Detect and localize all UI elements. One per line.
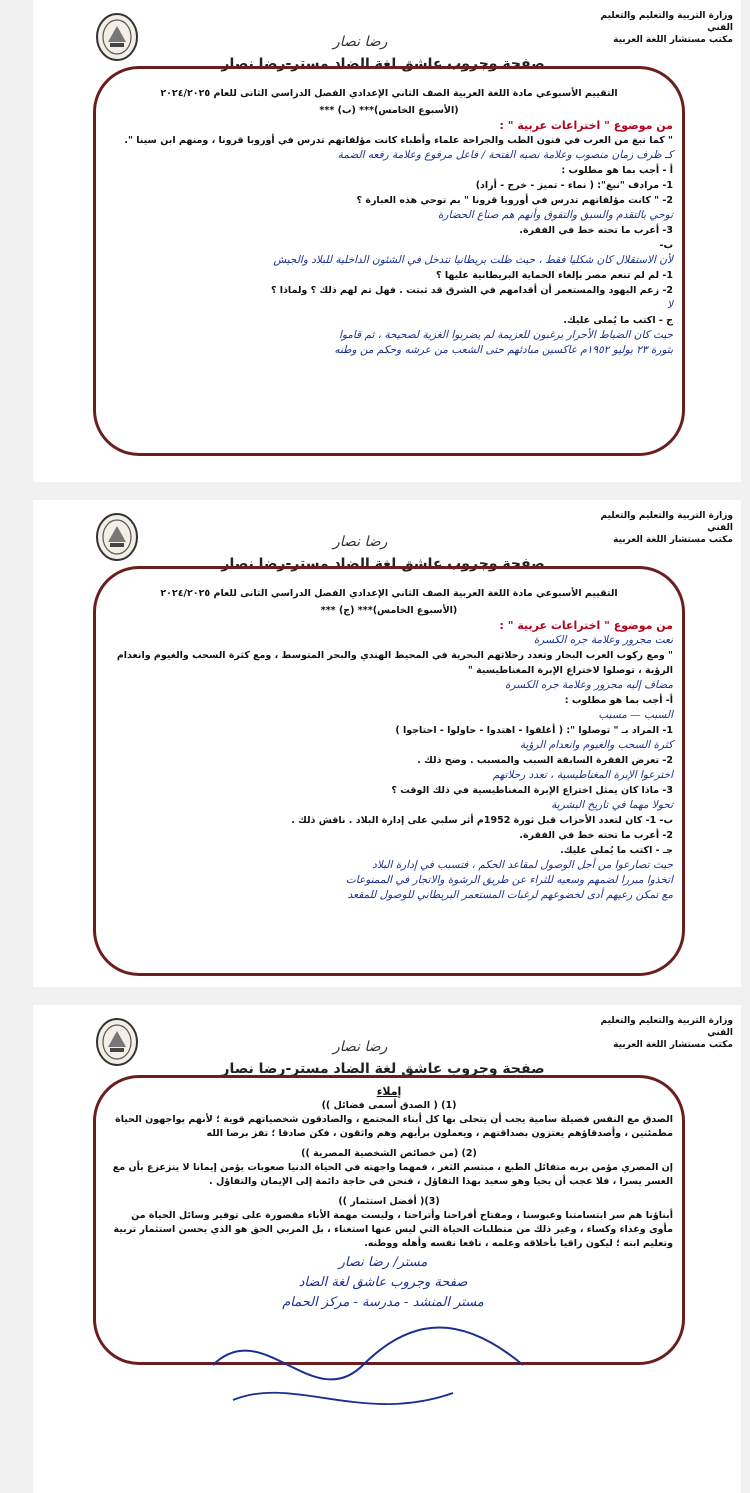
handwritten-answer: مع تمكن رعيهم أدى لخضوعهم لرغبات المستعمر البريطاني للوصول للمقعد [347,889,673,901]
handwritten-answer: توحي بالتقدم والسبق والتفوق وأنهم هم صناع الحضارة [437,209,673,221]
teacher-signature: رضا نصار [333,34,388,50]
question-2: 2- " كانت مؤلفاتهم تدرس في أوروبا قرونا " بم توحي هذه العبارة ؟ [356,195,673,206]
ministry-emblem-icon [95,512,139,562]
question-c: جـ - اكتب ما يُملى عليك. [560,845,673,856]
ministry-header [573,510,733,546]
ministry-header [573,10,733,46]
office-name: مكتب مستشار اللغة العربية [613,35,733,45]
handwritten-answer: كـ ظرف زمان منصوب وعلامة نصبه الفتحة / فاعل مرفوع وعلامة رفعه الضمة [337,149,673,161]
question-b2: 2- أعرب ما تحته خط في الفقرة. [519,830,673,841]
passage-text: " ومع ركوب العرب البحار وتعدد رحلاتهم البحرية في المحيط الهندي والبحر المتوسط ، ومع كثرة السحب والغيوم وانعدام الرؤية ، توصلوا لاختراع الإبرة المغناطيسية " [116,650,673,676]
assessment-heading: التقييم الأسبوعي مادة اللغة العربية الصف الثاني الإعدادي الفصل الدراسي الثانى للعام ٢٠٢٤/٢٠٢٥ [160,88,618,99]
cause-label: السبب [644,709,673,721]
ministry-name: وزارة التربية والتعليم والتعليم الفني [600,1016,733,1038]
question-2: 2- تعرض الفقرة السابقة السبب والمسبب . وضح ذلك . [417,755,673,766]
office-name: مكتب مستشار اللغة العربية [613,1040,733,1050]
section-3-text: أبناؤنا هم سر ابتسامتنا وعبوسنا ، ومفتاح أفراحنا وأتراحنا ، وليست مهمة الأباء مقصورة على توفير وسائل الحياة من مأوى وغذاء وكساء ، وغير ذلك من متطلبات الحياة التي ليس عنها استغناء ، بل المربي الحق هو الذي يحسن استثمار تربية وتعليم ابنه ؛ ليكون راقيا بأخلاقه وعلمه ، نافعا نفسه وأهله ووطنه. [113,1210,673,1249]
task-label: أ - أجب بما هو مطلوب : [561,165,673,176]
stamp-line: مستر/ رضا نصار [338,1255,428,1270]
handwritten-answer: لأن الاستقلال كان شكليا فقط ، حيث ظلت بريطانيا تتدخل في الشئون الداخلية للبلاد والجيش [273,254,673,266]
dictation-title: إملاء [376,1085,402,1098]
handwritten-answer: تحولا مهما في تاريخ البشرية [551,799,673,811]
handwritten-answer: اخترعوا الإبرة المغناطيسية ، تعدد رحلاتهم [492,769,673,781]
ministry-name: وزارة التربية والتعليم والتعليم الفني [600,11,733,33]
worksheet-content [105,86,673,358]
question-b1: ب- 1- كان لتعدد الأحزاب قبل ثورة 1952م أثر سلبي على إدارة البلاد . ناقش ذلك . [291,815,673,826]
passage-text: " كما نبغ من العرب في فنون الطب والجراحة علماء وأطباء كانت مؤلفاتهم تدرس في أوروبا قرونا ، ومنهم ابن سينا ". [124,135,673,146]
ministry-emblem-icon [95,12,139,62]
office-name: مكتب مستشار اللغة العربية [613,535,733,545]
section-2-title: (2) (من خصائص الشخصية المصرية )) [301,1148,477,1159]
teacher-signature: رضا نصار [333,1039,388,1055]
effect-label: مسبب [598,709,627,721]
section-1-text: الصدق مع النفس فضيلة سامية يجب أن يتحلى بها كل أبناء المجتمع ، والصادقون شخصياتهم قوية ؛ لأنهم يواجهون الحياة مطمئنين ، وأصدقاؤهم يعتزون بصداقتهم ، ويعملون برأيهم وهم واثقون ، فكن صادقا ؛ تفز برضا الله [115,1114,673,1139]
worksheet-page-2 [33,500,741,987]
page-title: صفحة وجروب عاشق لغة الضاد مستر-رضا نصار [221,56,545,72]
week-label: (الأسبوع الخامس)*** (ج) *** [320,605,458,616]
section-1-title: (1) ( الصدق أسمى فضائل )) [321,1100,457,1111]
dictation-content [105,1085,673,1251]
worksheet-content [105,586,673,903]
page-title: صفحة وجروب عاشق لغة الضاد مستر-رضا نصار [221,1061,545,1077]
question-b2: 2- زعم اليهود والمستعمر أن أقدامهم في الشرق قد ثبتت . فهل تم لهم ذلك ؟ ولماذا ؟ [270,285,673,296]
ministry-name: وزارة التربية والتعليم والتعليم الفني [600,511,733,533]
teacher-signature: رضا نصار [333,534,388,550]
task-label: ب- [659,240,673,251]
handwritten-answer: بثورة ٢٣ يوليو ١٩٥٢م عاكسين مبادئهم حتى الشعب من عرشه وحكم من وطنه [334,344,673,356]
handwritten-label: السبب — مسبب [598,709,673,721]
week-label: (الأسبوع الخامس)*** (ب) *** [319,105,459,116]
question-b1: 1- لم لم تنعم مصر بإلغاء الحماية البريطانية عليها ؟ [436,270,673,281]
question-1: 1- مرادف "نبغ": ( نماء - تميز - خرج - أراد) [475,180,673,191]
question-3: 3- ماذا كان يمثل اختراع الإبرة المغناطيسية في ذلك الوقت ؟ [391,785,673,796]
question-3: 3- أعرب ما تحته خط في الفقرة. [519,225,673,236]
ministry-emblem-icon [95,1017,139,1067]
handwritten-stamp [183,1253,583,1313]
handwritten-answer: حيث تصارعوا من أجل الوصول لمقاعد الحكم ، فتسبب في إدارة البلاد [372,859,673,871]
handwritten-answer: نعت مجرور وعلامة جره الكسرة [533,634,673,646]
handwritten-answer: حيث كان الضباط الأحرار يرغبون للعزيمة لم يضربوا الغزية لصحيحة ، ثم قاموا [338,329,673,341]
section-2-text: إن المصري مؤمن بربه متفائل الطبع ، مبتسم الثغر ، فمهما واجهته في الحياة الدنيا صعوبات يؤمن إيمانا لا يتزعزع بأن مع العسر يسرا ، فلا عجب أن يحيا وهو سعيد بهذا التفاؤل ، فنحن في حاجة دائمة إلى الإيمان والتفاؤل . [112,1162,673,1187]
stamp-line: مستر المنشد - مدرسة - مركز الحمام [282,1295,484,1310]
question-c: ج - اكتب ما يُملى عليك. [563,315,673,326]
question-1: 1- المراد بـ " توصلوا ": ( أغلقوا - اهتدوا - حاولوا - احتاجوا ) [395,725,673,736]
task-label: أ- أجب بما هو مطلوب : [564,695,673,706]
handwritten-answer: كثرة السحب والغيوم وانعدام الرؤية [519,739,673,751]
handwritten-answer: اتخذوا مبررا لضمهم وسعيه للثراء عن طريق الرشوة والاتجار في الممنوعات [345,874,673,886]
stamp-line: صفحة وجروب عاشق لغة الضاد [298,1275,468,1290]
worksheet-page-1 [33,0,741,482]
signature-scribble-icon [203,1305,533,1425]
assessment-heading: التقييم الأسبوعي مادة اللغة العربية الصف الثاني الإعدادي الفصل الدراسي الثانى للعام ٢٠٢٤/٢٠٢٥ [160,588,618,599]
worksheet-page-3 [33,1005,741,1493]
topic-title: من موضوع " اختراعات عربية " : [499,619,673,632]
section-3-title: (3)( أفضل استثمار )) [338,1196,440,1207]
handwritten-answer: مضاف إليه مجرور وعلامة جره الكسرة [505,679,673,691]
topic-title: من موضوع " اختراعات عربية " : [499,119,673,132]
ministry-header [573,1015,733,1051]
page-title: صفحة وجروب عاشق لغة الضاد مستر-رضا نصار [221,556,545,572]
handwritten-answer: لا [667,299,673,311]
